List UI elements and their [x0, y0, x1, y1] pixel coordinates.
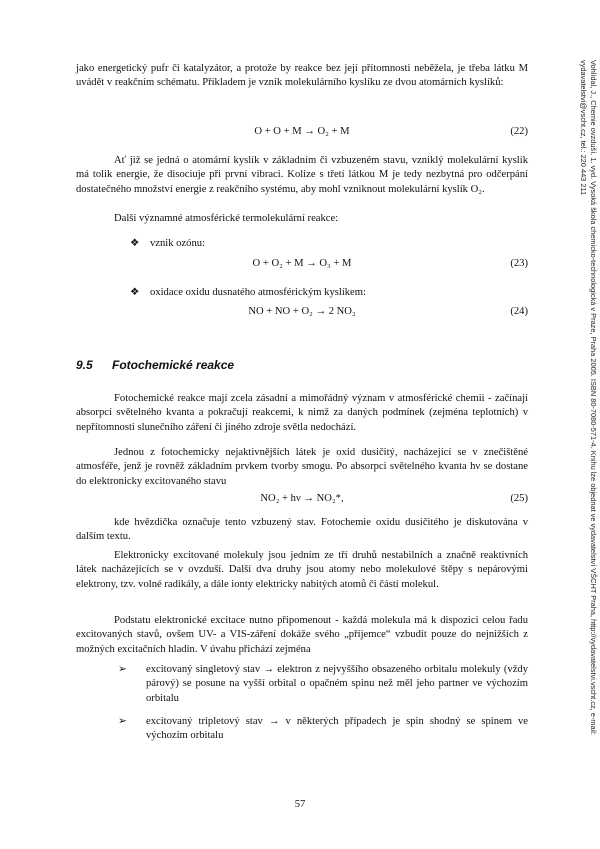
bullet-text: vznik ozónu:: [150, 238, 206, 249]
paragraph-photochem: [76, 392, 528, 435]
equation-number: (23): [510, 258, 528, 269]
equation-24: [76, 306, 528, 322]
equation-25: [76, 493, 528, 509]
paragraph-text: Další významné atmosférické termolekulární reakce:: [114, 213, 339, 224]
paragraph-collision: [76, 154, 528, 197]
arrowhead-bullet-icon: ➢: [118, 664, 127, 675]
paragraph-asterisk: [76, 516, 528, 545]
equation-text: O + O + M → O₂ + M: [254, 126, 350, 137]
paragraph-excitation: [76, 614, 528, 657]
bullet-text: oxidace oxidu dusnatého atmosférickým kyslíkem:: [150, 287, 366, 298]
paragraph-text: Fotochemické reakce mají zcela zásadní a mimořádný význam v atmosférické chemii - začínají absorpcí světelného kvanta a pokračují reakcemi, k nimž za daných podmínek (zejména teplotních) v nepřítomnosti slunečního záření či jiného zdroje světla nedochází.: [76, 393, 528, 433]
arrowhead-bullet-icon: ➢: [118, 716, 127, 727]
margin-note: [562, 60, 598, 780]
paragraph-text: Jednou z fotochemicky nejaktivnějších látek je oxid dusičitý, nacházející se v znečištěné atmosféře, jenž je rovněž základním prvkem tvorby smogu. Po absorpci světelného kvanta hν se dostane do elektronicky excitovaného stavu: [76, 447, 528, 487]
paragraph-no2: [76, 446, 528, 489]
diamond-bullet-icon: ❖: [130, 238, 140, 249]
page-number: 57: [294, 799, 306, 810]
section-number: 9.5: [76, 358, 93, 372]
arrow-item-singlet: [118, 663, 528, 706]
bullet-oxidation: [130, 286, 366, 300]
equation-text: NO₂ + hν → NO₂*,: [260, 493, 344, 504]
paragraph-excited: [76, 549, 528, 592]
paragraph-text: Elektronicky excitované molekuly jsou jedním ze tří druhů nestabilních a značně reaktivních látek nacházejících se v ovzduší. Další dva druhy jsou atomy nebo molekulové štěpy s nepárovými elektrony, tzv. volné radikály, a dále ionty elektricky nabitých atomů či částí molekul.: [76, 550, 528, 590]
equation-text: O + O₂ + M → O₃ + M: [252, 258, 352, 269]
paragraph-intro: [76, 62, 528, 91]
section-title: Fotochemické reakce: [112, 358, 235, 372]
arrow-item-text: excitovaný singletový stav → elektron z nejvyššího obsazeného orbitalu molekuly (vždy párový) se posune na vyšší orbital o opačném spinu než měl jeho partner ve výchozím orbitalu: [146, 664, 528, 704]
arrow-item-text: excitovaný tripletový stav → v některých případech je spin shodný se spinem ve výchozím orbitalu: [146, 716, 528, 742]
paragraph-text: kde hvězdička označuje tento vzbuzený stav. Fotochemie oxidu dusičitého je diskutována v dalším textu.: [76, 517, 528, 543]
equation-number: (24): [510, 306, 528, 317]
arrow-item-triplet: [118, 715, 528, 744]
bullet-ozone: [130, 237, 205, 251]
equation-23: [76, 258, 528, 274]
equation-text: NO + NO + O₂ → 2 NO₂: [248, 306, 356, 317]
section-heading: [76, 358, 234, 372]
margin-note-text: Vohlídal, J., Chemie ovzduší. 1. vyd. Vysoká škola chemicko-technologická v Praze, Praha 2005. ISBN 80-7080-571-4. Knihu lze objednat ve vydavatelství VŠCHT Praha, http://vydavatelstvi.vscht.cz, e-mail: vydavatelstvi@vscht.cz, tel.: 220 443 211: [579, 60, 598, 735]
paragraph-text: Podstatu elektronické excitace nutno připomenout - každá molekula má k dispozici celou řadu excitovaných stavů, ovšem UV- a VIS-záření dokáže svého „příjemce“ vzbudit pouze do nejnižších z možných excitačních hladin. V úvahu přichází zejména: [76, 615, 528, 655]
paragraph-text: jako energetický pufr či katalyzátor, a protože by reakce bez její přítomnosti neběžela, je třeba látku M uvádět v reakčním schématu. Příkladem je vznik molekulárního kyslíku ze dvou atomárních kyslíků:: [76, 63, 528, 89]
diamond-bullet-icon: ❖: [130, 287, 140, 298]
equation-22: [76, 126, 528, 142]
paragraph-text: Ať již se jedná o atomární kyslík v základním či vzbuzeném stavu, vzniklý molekulární kyslík má tolik energie, že disociuje při první vibraci. Kolize s třetí látkou M je tedy nezbytná pro odčerpání dostatečného množství energie z reakčního systému, aby mohl vzniknout molekulární kyslík O₂.: [76, 155, 528, 195]
equation-number: (22): [510, 126, 528, 137]
paragraph-termolecular: [76, 212, 528, 226]
equation-number: (25): [510, 493, 528, 504]
